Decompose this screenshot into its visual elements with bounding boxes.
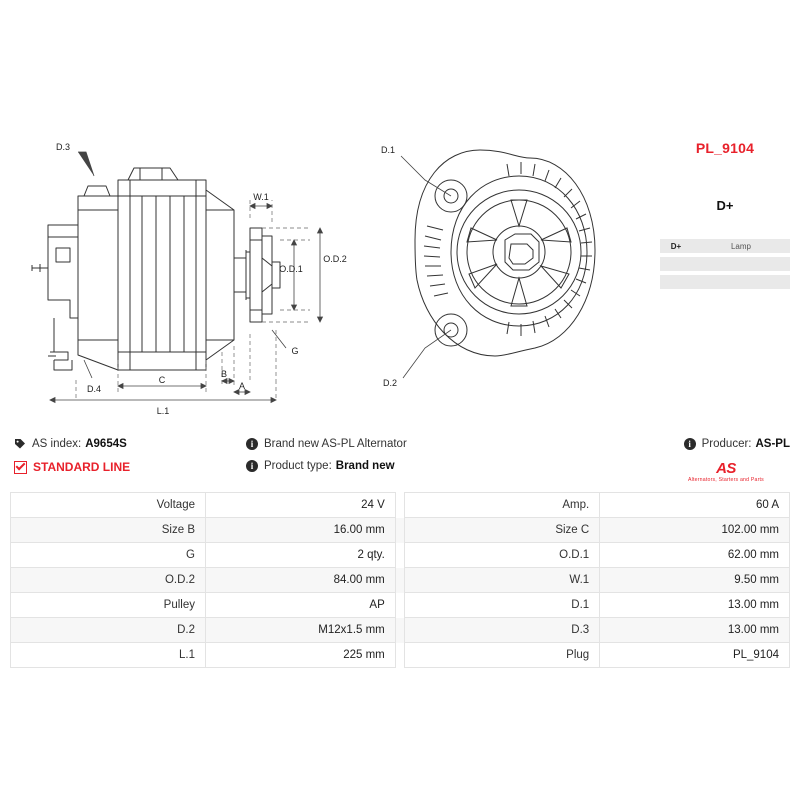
plug-row — [660, 257, 790, 271]
info-icon: i — [246, 460, 258, 472]
plug-pin — [660, 257, 692, 271]
spacer — [395, 543, 404, 568]
table-row — [11, 543, 790, 568]
standard-line-label: STANDARD LINE — [33, 460, 131, 474]
table-row — [11, 518, 790, 543]
plug-pin — [660, 275, 692, 289]
table-row — [11, 643, 790, 668]
plug-desc: Lamp — [692, 239, 790, 253]
info-icon: i — [684, 438, 696, 450]
spec-value: PL_9104 — [600, 643, 790, 668]
plug-desc — [692, 257, 790, 271]
spec-value: 225 mm — [206, 643, 396, 668]
product-type-value: Brand new — [335, 460, 395, 472]
spacer — [395, 568, 404, 593]
spec-label: D.3 — [405, 618, 600, 643]
spacer — [395, 518, 404, 543]
spec-value: AP — [206, 593, 396, 618]
table-row — [11, 493, 790, 518]
spacer — [395, 493, 404, 518]
spec-value: 24 V — [206, 493, 396, 518]
spec-value: M12x1.5 mm — [206, 618, 396, 643]
spec-label: Pulley — [11, 593, 206, 618]
producer-line — [546, 438, 790, 450]
logo-main-text: AS — [716, 460, 736, 477]
table-row — [11, 618, 790, 643]
label-a: A — [238, 381, 246, 391]
spec-label: W.1 — [405, 568, 600, 593]
label-d1: D.1 — [380, 145, 395, 155]
plug-desc — [692, 275, 790, 289]
label-b: B — [220, 369, 228, 379]
spec-value: 13.00 mm — [600, 593, 790, 618]
label-d3: D.3 — [55, 142, 70, 152]
label-od1: O.D.1 — [279, 264, 303, 274]
description-text: Brand new AS-PL Alternator — [264, 438, 407, 450]
plug-pin: D+ — [660, 239, 692, 253]
product-type-line — [246, 460, 546, 472]
label-d2: D.2 — [382, 378, 397, 388]
part-info-column — [660, 140, 790, 293]
plug-type-label: D+ — [716, 198, 734, 213]
as-pl-logo — [666, 462, 786, 483]
as-index-label: AS index: — [32, 438, 82, 450]
table-row — [11, 593, 790, 618]
plug-row — [660, 275, 790, 289]
spec-label: Plug — [405, 643, 600, 668]
spec-value: 102.00 mm — [600, 518, 790, 543]
spec-label: Size C — [405, 518, 600, 543]
plug-row — [660, 239, 790, 253]
plug-pinout-table — [660, 235, 790, 293]
spec-label: Size B — [11, 518, 206, 543]
tag-icon — [14, 438, 26, 450]
specifications-table — [10, 492, 790, 668]
as-index-value: A9654S — [85, 438, 127, 450]
label-w1: W.1 — [253, 192, 269, 202]
check-icon — [14, 461, 27, 474]
meta-right — [546, 438, 790, 460]
label-g: G — [291, 346, 299, 356]
spec-value: 2 qty. — [206, 543, 396, 568]
alternator-front-view — [355, 0, 655, 430]
label-c: C — [158, 375, 166, 385]
description-line — [246, 438, 546, 450]
product-meta — [0, 436, 800, 492]
spec-value: 62.00 mm — [600, 543, 790, 568]
spec-value: 84.00 mm — [206, 568, 396, 593]
spec-label: O.D.1 — [405, 543, 600, 568]
table-row — [11, 568, 790, 593]
spec-value: 60 A — [600, 493, 790, 518]
meta-center — [246, 438, 546, 482]
spec-value: 13.00 mm — [600, 618, 790, 643]
label-od2: O.D.2 — [323, 254, 347, 264]
standard-line-badge — [14, 460, 254, 474]
label-l1: L.1 — [156, 406, 170, 416]
spec-value: 16.00 mm — [206, 518, 396, 543]
spec-label: D.2 — [11, 618, 206, 643]
logo-sub-text: Alternators, Starters and Parts — [688, 477, 764, 483]
spec-label: O.D.2 — [11, 568, 206, 593]
spec-label: L.1 — [11, 643, 206, 668]
spec-label: Amp. — [405, 493, 600, 518]
producer-label: Producer: — [701, 438, 752, 450]
spacer — [395, 618, 404, 643]
as-index-line — [14, 438, 254, 450]
spacer — [395, 593, 404, 618]
product-type-label: Product type: — [264, 460, 332, 472]
label-d4: D.4 — [86, 384, 102, 394]
spec-label: G — [11, 543, 206, 568]
spec-label: D.1 — [405, 593, 600, 618]
info-icon: i — [246, 438, 258, 450]
spec-value: 9.50 mm — [600, 568, 790, 593]
part-code: PL_9104 — [695, 140, 755, 156]
spec-label: Voltage — [11, 493, 206, 518]
spacer — [395, 643, 404, 668]
alternator-side-view — [10, 0, 350, 430]
meta-left — [14, 438, 254, 474]
producer-value: AS-PL — [755, 438, 790, 450]
